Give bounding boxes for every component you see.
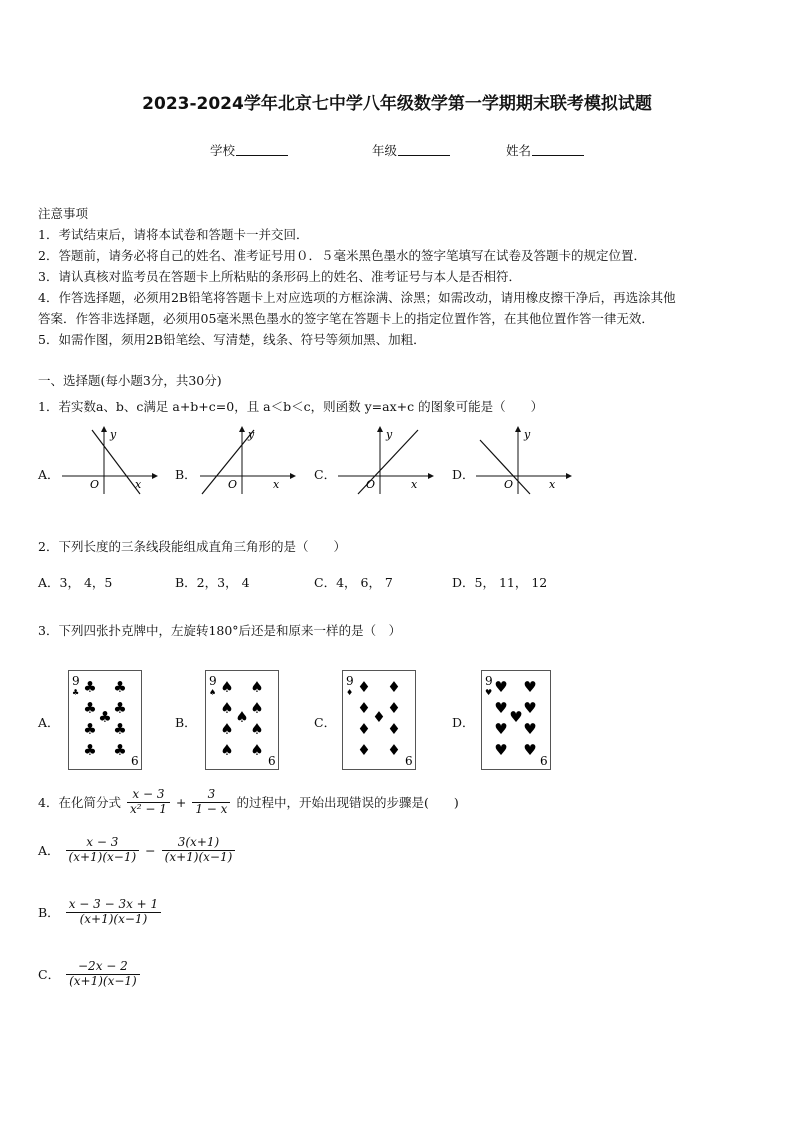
diamond-icon: ♦ [387, 720, 401, 738]
heart-icon: ♥ [494, 678, 508, 696]
diamond-icon: ♦ [357, 720, 371, 738]
q2-option-a[interactable]: A．3， 4，5 [38, 575, 113, 590]
fraction-denominator: (x+1)(x−1) [164, 849, 233, 864]
school-label: 学校 [210, 143, 236, 158]
origin-label: O [228, 478, 238, 491]
card-rank-bottom: 6 [131, 754, 139, 768]
club-card[interactable] [68, 670, 142, 770]
axis-x-label: x [135, 478, 142, 491]
q2-option-d[interactable]: D．5， 11， 12 [452, 575, 548, 590]
q4-option-a-label: A． [38, 843, 60, 859]
q3-option-d-label[interactable]: D． [452, 715, 475, 730]
heart-icon: ♥ [523, 741, 537, 759]
club-icon: ♣ [83, 699, 97, 717]
notice-item: 2．答题前，请务必将自己的姓名、准考证号用０．５毫米黑色墨水的签字笔填写在试卷及答题卡的规定位置． [38, 248, 646, 263]
origin-label: O [366, 478, 376, 491]
fraction-denominator: (x+1)(x−1) [68, 849, 137, 864]
spade-icon: ♠ [209, 688, 217, 697]
fraction-numerator: −2x − 2 [66, 960, 140, 975]
club-icon: ♣ [113, 699, 127, 717]
heart-card[interactable] [481, 670, 551, 770]
spade-icon: ♠ [220, 741, 234, 759]
diamond-icon: ♦ [357, 678, 371, 696]
spade-icon: ♠ [220, 678, 234, 696]
heart-icon: ♥ [494, 699, 508, 717]
fraction-numerator: 3 [192, 788, 230, 803]
question-1-stem: 1．若实数a、b、c满足 a+b+c=0，且 a＜b＜c，则函数 y=ax+c 的图象可能是（ ） [38, 399, 544, 414]
diamond-card[interactable] [342, 670, 416, 770]
q4-stem-suffix: 的过程中，开始出现错误的步骤是( ) [236, 795, 459, 811]
q2-option-c[interactable]: C．4， 6， 7 [314, 575, 393, 590]
heart-icon: ♥ [523, 699, 537, 717]
q3-option-c-label[interactable]: C． [314, 715, 337, 730]
q1-graph-d[interactable] [474, 424, 574, 496]
spade-icon: ♠ [220, 720, 234, 738]
q1-graph-c[interactable] [336, 424, 436, 496]
heart-icon: ♥ [523, 720, 537, 738]
club-icon: ♣ [72, 688, 80, 697]
axis-x-label: x [411, 478, 418, 491]
heart-icon: ♥ [485, 688, 493, 697]
school-field[interactable] [210, 141, 288, 159]
club-icon: ♣ [98, 708, 112, 726]
fraction-numerator: 3(x+1) [162, 836, 236, 851]
heart-icon: ♥ [494, 741, 508, 759]
card-rank-top: 9 [485, 674, 493, 688]
axis-y-label: y [248, 428, 255, 441]
q2-option-b[interactable]: B．2，3， 4 [175, 575, 250, 590]
q4-option-b-fraction [66, 898, 162, 927]
q4-fraction-2 [192, 788, 230, 817]
diamond-icon: ♦ [357, 741, 371, 759]
fraction-numerator: x − 3 − 3x + 1 [66, 898, 162, 913]
fraction-numerator: x − 3 [66, 836, 140, 851]
axis-x-label: x [273, 478, 280, 491]
fraction-denominator: 1 − x [195, 801, 228, 816]
section-heading: 一、选择题(每小题3分，共30分) [38, 373, 222, 388]
heart-icon: ♥ [494, 720, 508, 738]
club-icon: ♣ [113, 741, 127, 759]
axis-y-label: y [110, 428, 117, 441]
page-title: 2023-2024学年北京七中学八年级数学第一学期期末联考模拟试题 [142, 94, 652, 114]
fraction-denominator: (x+1)(x−1) [79, 911, 148, 926]
q4-option-b-label: B． [38, 905, 60, 921]
q4-option-b[interactable] [38, 898, 161, 927]
card-rank-bottom: 6 [405, 754, 413, 768]
question-2-stem: 2．下列长度的三条线段能组成直角三角形的是（ ） [38, 539, 346, 554]
card-rank-bottom: 6 [540, 754, 548, 768]
notice-heading: 注意事项 [38, 206, 89, 221]
diamond-icon: ♦ [346, 688, 354, 697]
q4-option-a-fraction-1 [66, 836, 140, 865]
name-field[interactable] [506, 141, 584, 159]
school-blank[interactable] [236, 143, 288, 156]
fraction-numerator: x − 3 [127, 788, 170, 803]
q4-option-a-fraction-2 [162, 836, 236, 865]
diamond-icon: ♦ [372, 708, 386, 726]
notice-item: 5．如需作图，须用2B铅笔绘、写清楚，线条、符号等须加黑、加粗． [38, 332, 426, 347]
club-icon: ♣ [83, 678, 97, 696]
card-rank-top: 9 [346, 674, 354, 688]
q4-fraction-1 [127, 788, 170, 817]
question-3-stem: 3．下列四张扑克牌中，左旋转180°后还是和原来一样的是（ ） [38, 623, 402, 638]
card-rank-top: 9 [72, 674, 80, 688]
notice-item: 3．请认真核对监考员在答题卡上所粘贴的条形码上的姓名、准考证号与本人是否相符． [38, 269, 521, 284]
name-label: 姓名 [506, 143, 532, 158]
diamond-icon: ♦ [387, 741, 401, 759]
q4-option-c[interactable] [38, 960, 140, 989]
club-icon: ♣ [83, 741, 97, 759]
axis-y-label: y [524, 428, 531, 441]
notice-item: 4．作答选择题，必须用2B铅笔将答题卡上对应选项的方框涂满、涂黑；如需改动，请用橡皮擦干净后，再选涂其他 [38, 290, 676, 305]
name-blank[interactable] [532, 143, 584, 156]
q4-stem-prefix: 4．在化简分式 [38, 795, 121, 811]
q1-graph-b[interactable] [198, 424, 298, 496]
q4-option-c-fraction [66, 960, 140, 989]
grade-field[interactable] [372, 141, 450, 159]
question-4-stem [38, 788, 459, 817]
grade-blank[interactable] [398, 143, 450, 156]
minus-sign: − [145, 842, 156, 858]
q1-option-d-label[interactable]: D． [452, 467, 475, 482]
card-rank-top: 9 [209, 674, 217, 688]
notice-item: 答案．作答非选择题，必须用05毫米黑色墨水的签字笔在答题卡上的指定位置作答，在其他位置作答一律无效． [38, 311, 654, 326]
notice-item: 1．考试结束后，请将本试卷和答题卡一并交回． [38, 227, 309, 242]
heart-icon: ♥ [509, 708, 523, 726]
spade-card[interactable] [205, 670, 279, 770]
spade-icon: ♠ [250, 741, 264, 759]
spade-icon: ♠ [250, 720, 264, 738]
diamond-icon: ♦ [387, 678, 401, 696]
grade-label: 年级 [372, 143, 398, 158]
q3-option-a-label[interactable]: A． [38, 715, 60, 730]
origin-label: O [504, 478, 514, 491]
club-icon: ♣ [113, 678, 127, 696]
spade-icon: ♠ [250, 699, 264, 717]
q1-option-b-label[interactable]: B． [175, 467, 197, 482]
spade-icon: ♠ [235, 708, 249, 726]
fraction-denominator: x² − 1 [129, 801, 167, 816]
diamond-icon: ♦ [387, 699, 401, 717]
club-icon: ♣ [113, 720, 127, 738]
q4-option-c-label: C． [38, 967, 61, 983]
fraction-denominator: (x+1)(x−1) [69, 973, 137, 988]
axis-x-label: x [549, 478, 556, 491]
plus-sign: + [175, 794, 187, 810]
spade-icon: ♠ [220, 699, 234, 717]
club-icon: ♣ [83, 720, 97, 738]
diamond-icon: ♦ [357, 699, 371, 717]
heart-icon: ♥ [523, 678, 537, 696]
q4-option-a[interactable] [38, 836, 235, 865]
origin-label: O [90, 478, 100, 491]
q1-option-a-label[interactable]: A． [38, 467, 60, 482]
card-rank-bottom: 6 [268, 754, 276, 768]
q1-option-c-label[interactable]: C． [314, 467, 337, 482]
q3-option-b-label[interactable]: B． [175, 715, 197, 730]
spade-icon: ♠ [250, 678, 264, 696]
q1-graph-a[interactable] [60, 424, 160, 496]
axis-y-label: y [386, 428, 393, 441]
